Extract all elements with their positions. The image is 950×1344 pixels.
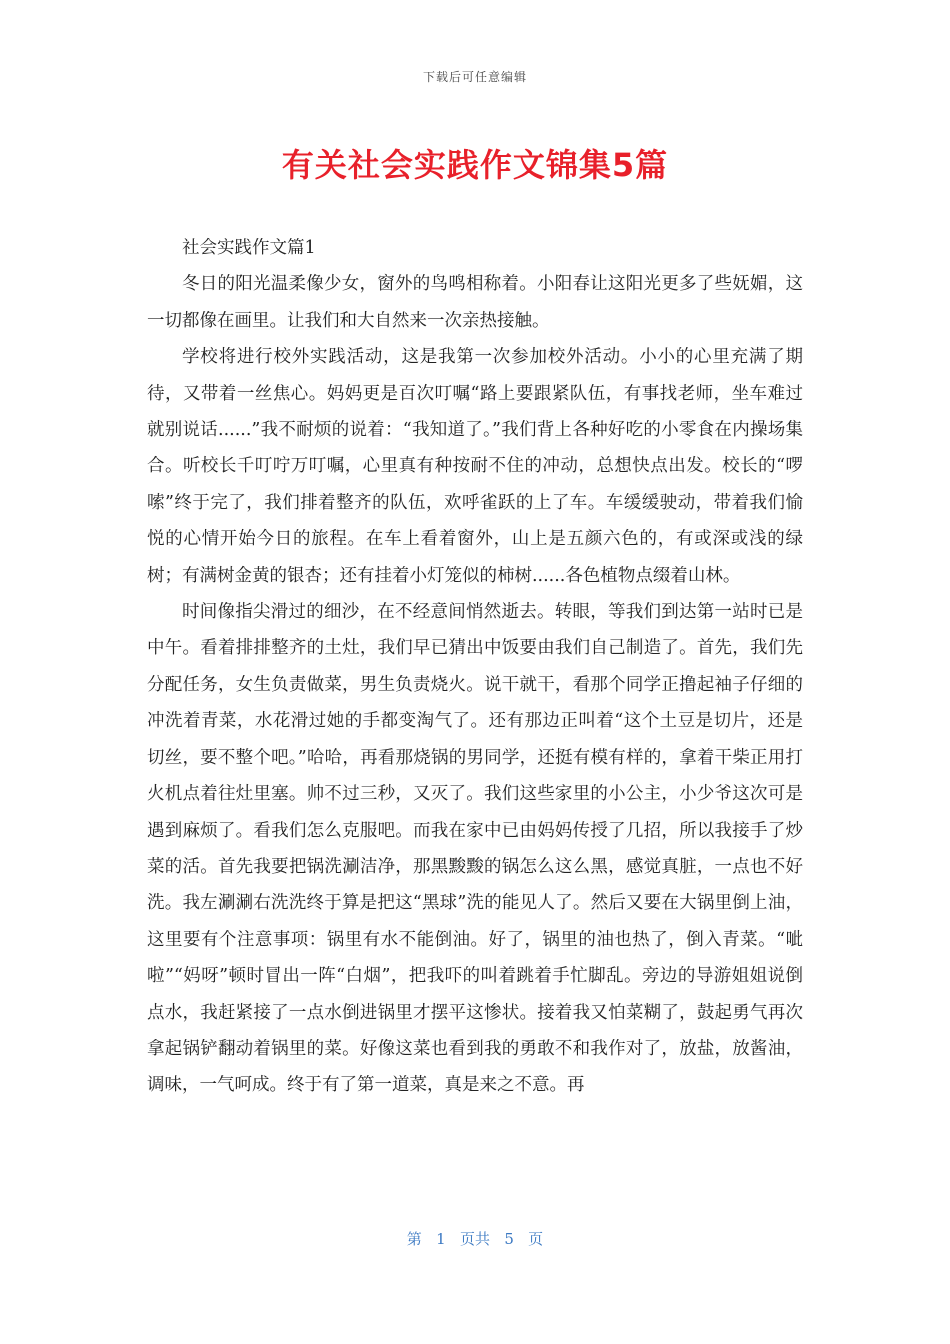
section-heading: 社会实践作文篇1 (182, 238, 316, 258)
header-note: 下载后可任意编辑 (422, 70, 527, 84)
document-body (147, 230, 803, 1104)
footer-middle: 页共 (459, 1230, 490, 1248)
paragraph-3: 时间像指尖滑过的细沙，在不经意间悄然逝去。转眼，等我们到达第一站时已是中午。看着排排整齐的土灶，我们早已猜出中饭要由我们自己制造了。首先，我们先分配任务，女生负责做菜，男生负责烧火。说干就干，看那个同学正撸起袖子仔细的冲洗着青菜，水花滑过她的手都变淘气了。还有那边正叫着“这个土豆是切片，还是切丝，要不整个吧。”哈哈，再看那烧锅的男同学，还挺有模有样的，拿着干柴正用打火机点着往灶里塞。帅不过三秒，又灭了。我们这些家里的小公主，小少爷这次可是遇到麻烦了。看我们怎么克服吧。而我在家中已由妈妈传授了几招，所以我接手了炒菜的活。首先我要把锅洗涮洁净，那黑黢黢的锅怎么这么黑，感觉真脏，一点也不好洗。我左涮涮右洗洗终于算是把这“黑球”洗的能见人了。然后又要在大锅里倒上油，这里要有个注意事项：锅里有水不能倒油。好了，锅里的油也热了，倒入青菜。“呲啦”“妈呀”顿时冒出一阵“白烟”，把我吓的叫着跳着手忙脚乱。旁边的导游姐姐说倒点水，我赶紧接了一点水倒进锅里才摆平这惨状。接着我又怕菜糊了，鼓起勇气再次拿起锅铲翻动着锅里的菜。好像这菜也看到我的勇敢不和我作对了，放盐，放酱油，调味，一气呵成。终于有了第一道菜，真是来之不意。再 (147, 602, 803, 1096)
document-title: 有关社会实践作文锦集5篇 (281, 146, 669, 184)
paragraph-2: 学校将进行校外实践活动，这是我第一次参加校外活动。小小的心里充满了期待，又带着一丝焦心。妈妈更是百次叮嘱“路上要跟紧队伍，有事找老师，坐车难过就别说话......”我不耐烦的说着：“我知道了。”我们背上各种好吃的小零食在内操场集合。听校长千叮咛万叮嘱，心里真有种按耐不住的冲动，总想快点出发。校长的“啰嗦”终于完了，我们排着整齐的队伍，欢呼雀跃的上了车。车缓缓驶动，带着我们愉悦的心情开始今日的旅程。在车上看着窗外，山上是五颜六色的，有或深或浅的绿树；有满树金黄的银杏；还有挂着小灯笼似的柿树......各色植物点缀着山林。 (147, 347, 803, 586)
footer-total-pages: 5 (504, 1230, 514, 1248)
footer-page-number: 1 (436, 1230, 446, 1248)
footer-prefix: 第 (406, 1230, 422, 1248)
paragraph-1: 冬日的阳光温柔像少女，窗外的鸟鸣相称着。小阳春让这阳光更多了些妩媚，这一切都像在画里。让我们和大自然来一次亲热接触。 (147, 274, 803, 331)
footer-suffix: 页 (528, 1230, 544, 1248)
page-footer (0, 1228, 950, 1249)
